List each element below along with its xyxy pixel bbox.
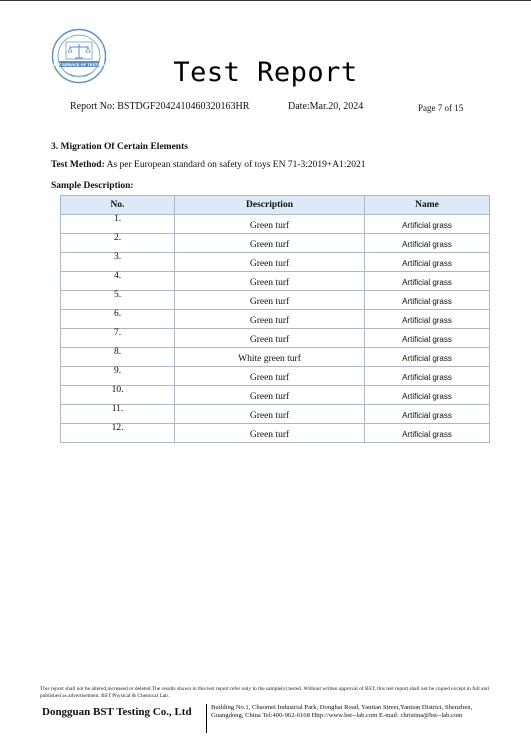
table-row [61, 215, 490, 234]
cell-description: Green turf [175, 310, 365, 329]
header-no: No. [61, 196, 175, 215]
company-address [211, 704, 506, 720]
cell-no: 8. [61, 348, 175, 367]
cell-no: 9. [61, 367, 175, 386]
table-row [61, 348, 490, 367]
cell-description: Green turf [175, 424, 365, 443]
footer-divider [206, 704, 207, 733]
sample-table [60, 195, 490, 443]
test-method [51, 160, 366, 170]
table-row [61, 253, 490, 272]
cell-no: 2. [61, 234, 175, 253]
company-name: Dongguan BST Testing Co., Ltd [42, 706, 192, 718]
report-date: Date:Mar.20, 2024 [288, 101, 364, 112]
cell-description: Green turf [175, 329, 365, 348]
cell-description: Green turf [175, 215, 365, 234]
cell-name: Artificial grass [365, 291, 490, 310]
cell-no: 6. [61, 310, 175, 329]
cell-no: 12. [61, 424, 175, 443]
table-row [61, 329, 490, 348]
cell-name: Artificial grass [365, 348, 490, 367]
cell-no: 7. [61, 329, 175, 348]
section-title: 3. Migration Of Certain Elements [51, 142, 188, 152]
cell-no: 1. [61, 215, 175, 234]
cell-description: Green turf [175, 405, 365, 424]
cell-description: Green turf [175, 272, 365, 291]
top-rule [0, 0, 531, 1]
table-row [61, 405, 490, 424]
cell-name: Artificial grass [365, 234, 490, 253]
cell-name: Artificial grass [365, 215, 490, 234]
cell-description: Green turf [175, 386, 365, 405]
contact-line: Tel:400-962-6168 Http://www.bst--lab.com E-mail: christina@bst--lab.com [262, 712, 463, 719]
cell-name: Artificial grass [365, 424, 490, 443]
cell-no: 11. [61, 405, 175, 424]
cell-description: Green turf [175, 367, 365, 386]
address-line: Building No.1, Chaomei Industrial Park, Donghai Road, Yantian Street,Yantian District, Shenzhen, Guangdong, China [211, 704, 473, 719]
header-description: Description [175, 196, 365, 215]
cell-name: Artificial grass [365, 405, 490, 424]
table-row [61, 424, 490, 443]
cell-name: Artificial grass [365, 310, 490, 329]
cell-name: Artificial grass [365, 272, 490, 291]
header-name: Name [365, 196, 490, 215]
report-title: Test Report [173, 57, 358, 88]
table-row [61, 234, 490, 253]
cell-no: 5. [61, 291, 175, 310]
svg-text:BST SERVICE OF TESTING: BST SERVICE OF TESTING [53, 62, 105, 67]
report-number: Report No: BSTDGF2042410460320163HR [70, 101, 250, 112]
test-method-label: Test Method: [51, 160, 105, 170]
cell-name: Artificial grass [365, 367, 490, 386]
cell-name: Artificial grass [365, 386, 490, 405]
cell-name: Artificial grass [365, 329, 490, 348]
cell-no: 10. [61, 386, 175, 405]
table-header-row [61, 196, 490, 215]
table-row [61, 310, 490, 329]
page-number: Page 7 of 15 [418, 103, 464, 113]
cell-description: Green turf [175, 234, 365, 253]
table-row [61, 367, 490, 386]
sample-description-title: Sample Description: [51, 181, 134, 191]
table-row [61, 272, 490, 291]
table-row [61, 291, 490, 310]
cell-no: 3. [61, 253, 175, 272]
test-method-text: As per European standard on safety of toys EN 71-3:2019+A1:2021 [104, 160, 366, 170]
cell-description: Green turf [175, 291, 365, 310]
cell-description: Green turf [175, 253, 365, 272]
footer-disclaimer: This report shall not be altered,increased or deleted.The results shown in this test report refer only to the sample(s) tested. Without written approval of BST, this test report shall not be copied except in full and published as advertisement. BST Physical & Chemical Lab. [40, 686, 489, 699]
cell-name: Artificial grass [365, 253, 490, 272]
table-row [61, 386, 490, 405]
cell-description: White green turf [175, 348, 365, 367]
cell-no: 4. [61, 272, 175, 291]
